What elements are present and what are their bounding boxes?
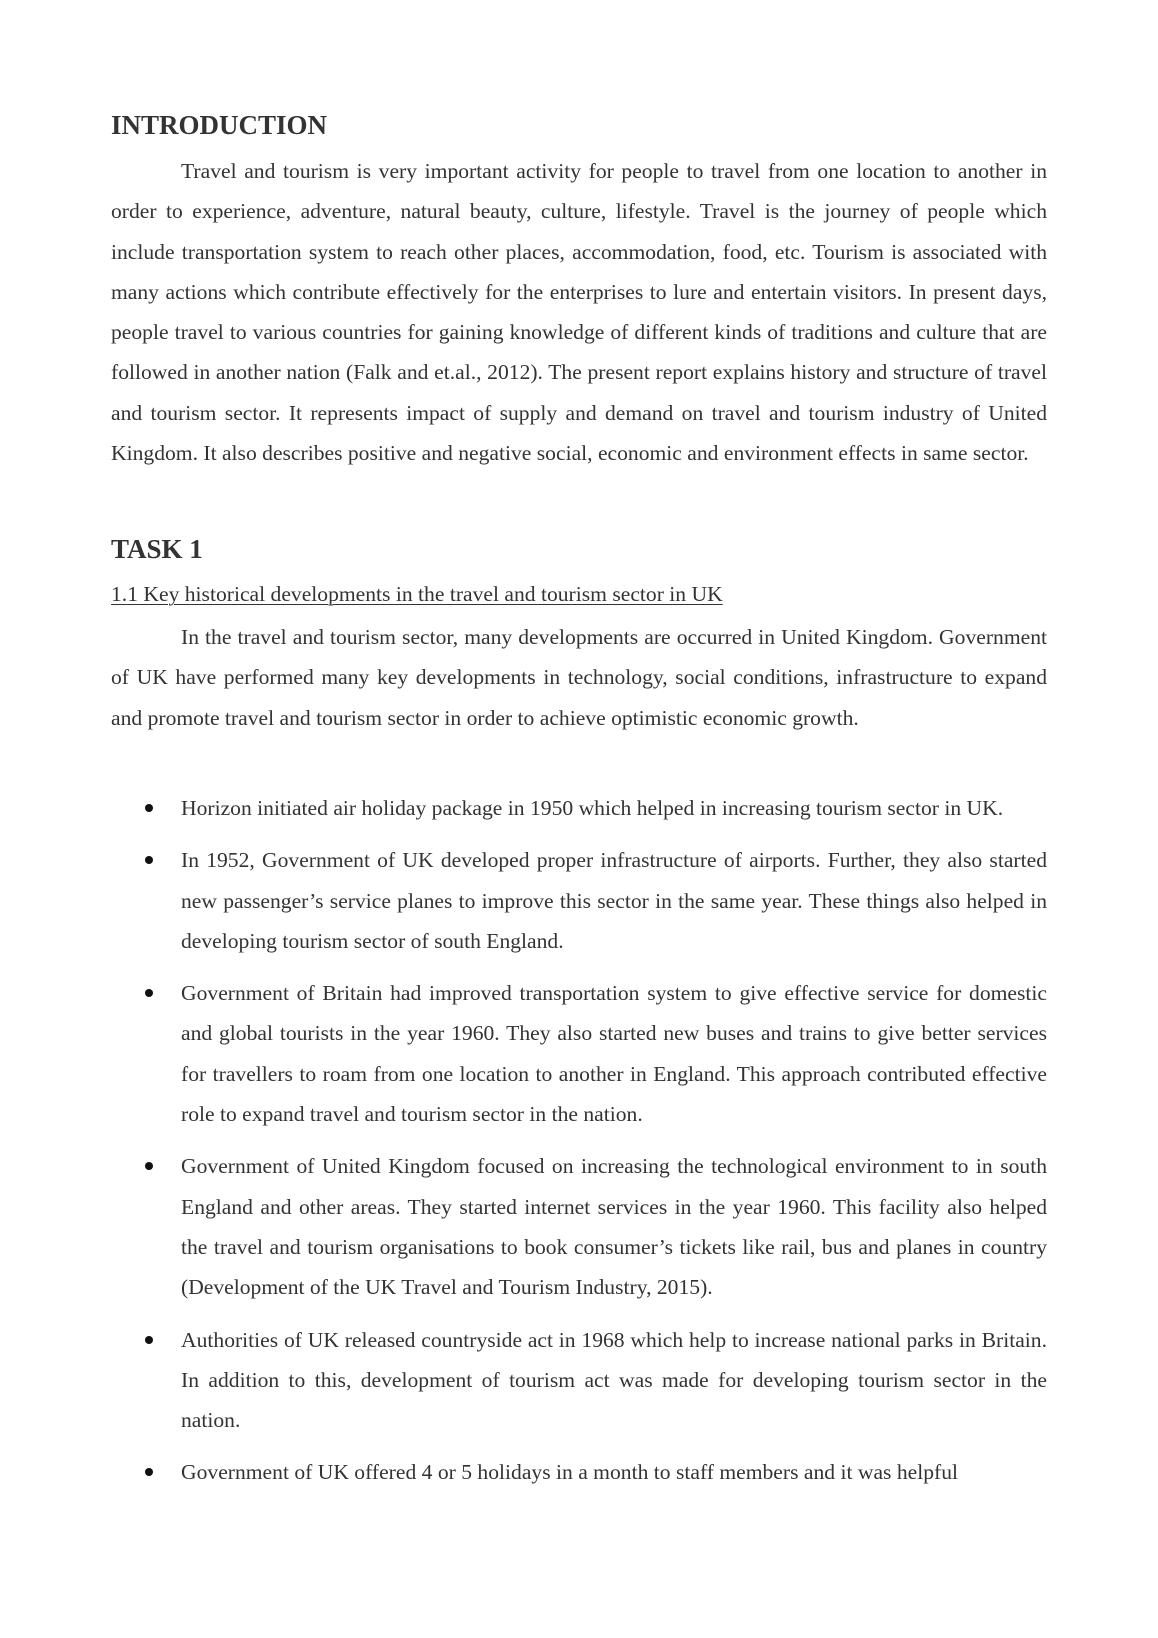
list-item-text: Authorities of UK released countryside act in 1968 which help to increase national parks in Britain. In addition to this, development of tourism act was made for developing tourism sector in the nation. — [181, 1327, 1047, 1433]
task1-subheading: 1.1 Key historical developments in the travel and tourism sector in UK — [111, 582, 723, 606]
list-item-text: In 1952, Government of UK developed proper infrastructure of airports. Further, they also started new passenger’s service planes to improve this sector in the same year. These things also helped in developing tourism sector of south England. — [181, 848, 1047, 953]
introduction-paragraph: Travel and tourism is very important activity for people to travel from one location to another in order to experience, adventure, natural beauty, culture, lifestyle. Travel is the journey of people which include transportation system to reach other places, accommodation, food, etc. Tourism is associated with many actions which contribute effectively for the enterprises to lure and entertain visitors. In present days, people travel to various countries for gaining knowledge of different kinds of traditions and culture that are followed in another nation (Falk and et.al., 2012). The present report explains history and structure of travel and tourism sector. It represents impact of supply and demand on travel and tourism industry of United Kingdom. It also describes positive and negative social, economic and environment effects in same sector. — [111, 159, 1047, 466]
list-item — [111, 1320, 1047, 1441]
task1-intro-paragraph: In the travel and tourism sector, many developments are occurred in United Kingdom. Government of UK have performed many key developments in technology, social conditions, infrastructure to expand and promote travel and tourism sector in order to achieve optimistic economic growth. — [111, 625, 1047, 730]
bullet-icon — [145, 1468, 153, 1476]
bullet-icon — [145, 856, 153, 864]
list-item — [111, 1146, 1047, 1307]
list-item-text: Government of United Kingdom focused on increasing the technological environment to in south England and other areas. They started internet services in the year 1960. This facility also helped the travel and tourism organisations to book consumer’s tickets like rail, bus and planes in country (Development of the UK Travel and Tourism Industry, 2015). — [181, 1154, 1047, 1300]
list-item-text: Government of Britain had improved transportation system to give effective service for domestic and global tourists in the year 1960. They also started new buses and trains to give better services for travellers to roam from one location to another in England. This approach contributed effective role to expand travel and tourism sector in the nation. — [181, 981, 1047, 1127]
bullet-icon — [145, 804, 153, 812]
bullet-icon — [145, 1336, 153, 1344]
historical-developments-list — [111, 788, 1047, 1505]
list-item-text: Government of UK offered 4 or 5 holidays in a month to staff members and it was helpful — [181, 1460, 959, 1485]
bullet-icon — [145, 989, 153, 997]
list-item — [111, 840, 1047, 961]
list-item — [111, 973, 1047, 1134]
introduction-heading: INTRODUCTION — [111, 110, 328, 140]
list-item — [111, 1452, 1047, 1492]
list-item-text: Horizon initiated air holiday package in 1950 which helped in increasing tourism sector in UK. — [181, 796, 1004, 820]
task1-heading: TASK 1 — [111, 534, 203, 564]
bullet-icon — [145, 1162, 153, 1170]
list-item — [111, 788, 1047, 828]
